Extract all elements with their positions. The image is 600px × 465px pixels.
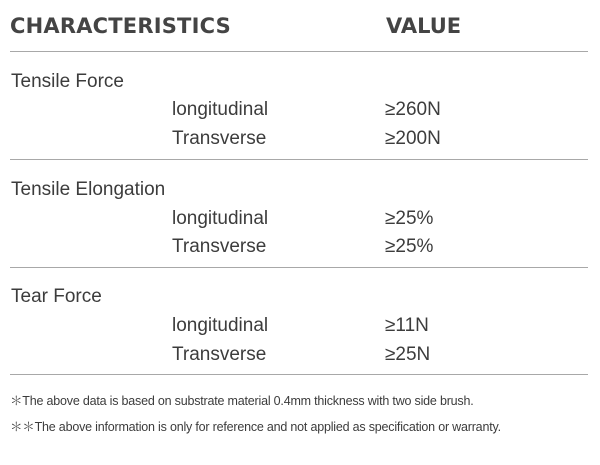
header-divider bbox=[10, 51, 588, 52]
footnote-substrate: ＊The above data is based on substrate material 0.4mm thickness with two side brush. bbox=[10, 394, 474, 408]
group-title-tensile-force: Tensile Force bbox=[11, 71, 124, 92]
row-value: ≥11N bbox=[385, 315, 429, 336]
row-label-longitudinal: longitudinal bbox=[172, 315, 269, 336]
row-label-transverse: Transverse bbox=[172, 344, 267, 365]
footnote-disclaimer: ＊＊The above information is only for reference and not applied as specification or warranty. bbox=[10, 420, 501, 434]
row-value: ≥260N bbox=[385, 99, 441, 120]
row-value: ≥25N bbox=[385, 344, 431, 365]
group-divider bbox=[10, 267, 588, 268]
row-label-transverse: Transverse bbox=[172, 128, 267, 149]
notes-divider bbox=[10, 374, 588, 375]
characteristics-header: CHARACTERISTICS bbox=[10, 14, 231, 38]
row-value: ≥25% bbox=[385, 208, 434, 229]
group-title-tensile-elongation: Tensile Elongation bbox=[11, 179, 166, 200]
row-label-longitudinal: longitudinal bbox=[172, 99, 269, 120]
group-title-tear-force: Tear Force bbox=[11, 286, 102, 307]
table-header bbox=[0, 0, 600, 50]
group-divider bbox=[10, 159, 588, 160]
row-value: ≥200N bbox=[385, 128, 441, 149]
value-header: VALUE bbox=[386, 14, 462, 38]
row-label-transverse: Transverse bbox=[172, 236, 267, 257]
row-label-longitudinal: longitudinal bbox=[172, 208, 269, 229]
row-value: ≥25% bbox=[385, 236, 434, 257]
